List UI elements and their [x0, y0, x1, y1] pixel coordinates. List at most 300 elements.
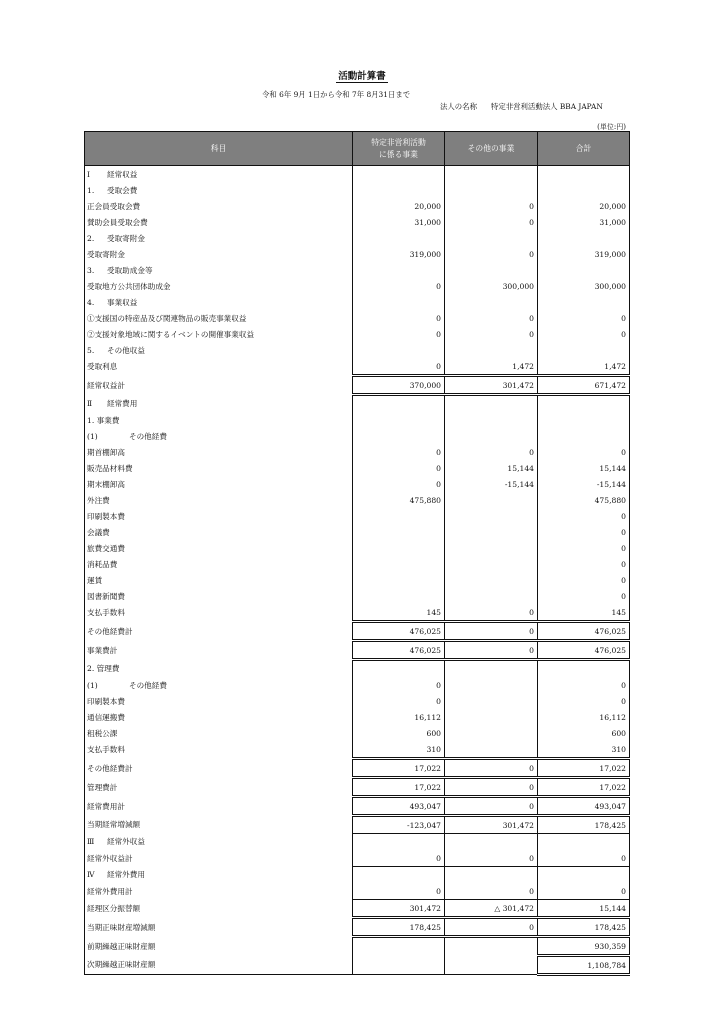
value-total [538, 342, 630, 358]
row-label [85, 460, 353, 476]
value-total: 0 [538, 677, 630, 693]
row-label [85, 725, 353, 741]
value-total [538, 166, 630, 183]
row-label [85, 310, 353, 326]
value-total: 300,000 [538, 278, 630, 294]
value-total: 671,472 [538, 376, 630, 395]
row-label-text: 消耗品費 [87, 559, 118, 569]
value-other: 300,000 [445, 278, 538, 294]
table-row [85, 524, 630, 540]
value-other: 0 [445, 883, 538, 900]
table-row [85, 460, 630, 476]
table-row [85, 641, 630, 660]
row-label [85, 246, 353, 262]
document-title: 活動計算書 [338, 71, 386, 82]
row-label [85, 709, 353, 725]
row-label-text: 次期繰越正味財産額 [87, 960, 156, 970]
value-nonprofit: 20,000 [353, 198, 445, 214]
value-other [445, 725, 538, 741]
table-row [85, 278, 630, 294]
value-total: 0 [538, 524, 630, 540]
row-label [85, 759, 353, 778]
value-total: 16,112 [538, 709, 630, 725]
value-other: 301,472 [445, 376, 538, 395]
value-other: △ 301,472 [445, 900, 538, 918]
value-nonprofit: 31,000 [353, 214, 445, 230]
value-other: 0 [445, 641, 538, 660]
row-label-text: 受取寄附金 [87, 249, 125, 259]
row-number: Ⅳ [87, 870, 95, 880]
value-other: 0 [445, 214, 538, 230]
row-number: 5. [87, 345, 95, 355]
value-other [445, 182, 538, 198]
value-other: 0 [445, 850, 538, 867]
value-nonprofit: 301,472 [353, 900, 445, 918]
value-nonprofit [353, 342, 445, 358]
table-row [85, 778, 630, 797]
value-other [445, 508, 538, 524]
value-total: 178,425 [538, 816, 630, 834]
row-label [85, 604, 353, 622]
corp-name: 特定非営利活動法人 BBA JAPAN [490, 102, 603, 111]
row-label [85, 326, 353, 342]
row-label-text: 受取助成金等 [107, 265, 153, 275]
value-total: 0 [538, 326, 630, 342]
table-row [85, 166, 630, 183]
value-other: 0 [445, 604, 538, 622]
value-nonprofit: 0 [353, 460, 445, 476]
table-row [85, 492, 630, 508]
table-row [85, 759, 630, 778]
table-row [85, 540, 630, 556]
table-row [85, 198, 630, 214]
table-row [85, 246, 630, 262]
row-label-text: 受取寄附金 [107, 233, 145, 243]
row-label [85, 508, 353, 524]
value-total [538, 395, 630, 413]
value-total: 475,880 [538, 492, 630, 508]
value-nonprofit [353, 540, 445, 556]
value-other: 15,144 [445, 460, 538, 476]
header-nonprofit-activity: 特定非営利活動 に係る事業 [353, 132, 445, 166]
value-total: 476,025 [538, 622, 630, 641]
row-label-text: その他経費 [129, 680, 167, 690]
value-other [445, 342, 538, 358]
value-other [445, 395, 538, 413]
unit-note: (単位:円) [597, 123, 626, 131]
table-row [85, 867, 630, 884]
row-label [85, 816, 353, 834]
row-label-text: 印刷製本費 [87, 696, 125, 706]
value-nonprofit: 16,112 [353, 709, 445, 725]
value-total: 0 [538, 444, 630, 460]
row-label [85, 198, 353, 214]
table-row [85, 850, 630, 867]
value-nonprofit [353, 395, 445, 413]
value-total: 0 [538, 850, 630, 867]
value-nonprofit: 600 [353, 725, 445, 741]
value-other [445, 230, 538, 246]
row-label [85, 262, 353, 278]
value-total: 319,000 [538, 246, 630, 262]
row-label-text: その他収益 [107, 345, 145, 355]
table-row [85, 604, 630, 622]
value-other [445, 262, 538, 278]
table-row [85, 660, 630, 678]
row-label [85, 428, 353, 444]
row-label [85, 900, 353, 918]
row-number: 3. [87, 265, 95, 275]
table-row [85, 444, 630, 460]
row-number: Ⅲ [87, 837, 95, 847]
row-label-text: 経常収益計 [87, 380, 125, 390]
value-total: 15,144 [538, 460, 630, 476]
row-label [85, 294, 353, 310]
row-label-text: 経常外収益計 [87, 853, 133, 863]
value-total [538, 428, 630, 444]
row-label-text: 当期正味財産増減額 [87, 922, 156, 932]
row-label-text: 2. 管理費 [87, 663, 120, 673]
row-label-text: 受取会費 [107, 185, 138, 195]
value-other: 0 [445, 918, 538, 937]
row-label-text: その他経費計 [87, 763, 133, 773]
row-label [85, 358, 353, 376]
value-total: 0 [538, 883, 630, 900]
table-row [85, 342, 630, 358]
value-nonprofit: 0 [353, 326, 445, 342]
table-row [85, 588, 630, 604]
table-row [85, 214, 630, 230]
row-label-text: ①支援国の特産品及び関連物品の販売事業収益 [87, 313, 247, 323]
row-label [85, 797, 353, 816]
fiscal-period: 令和 6年 9月 1日から令和 7年 8月31日まで [262, 90, 411, 99]
table-row [85, 508, 630, 524]
value-nonprofit [353, 660, 445, 678]
row-number: (1) [87, 680, 98, 690]
row-label [85, 937, 353, 956]
value-nonprofit [353, 294, 445, 310]
row-label-text: 期末棚卸高 [87, 479, 125, 489]
value-total: 20,000 [538, 198, 630, 214]
value-nonprofit [353, 556, 445, 572]
row-label [85, 540, 353, 556]
row-label [85, 524, 353, 540]
table-row [85, 883, 630, 900]
value-other: 1,472 [445, 358, 538, 376]
value-total: 600 [538, 725, 630, 741]
value-other: 0 [445, 246, 538, 262]
value-total: 0 [538, 556, 630, 572]
header-total: 合計 [538, 132, 630, 166]
value-total: 0 [538, 588, 630, 604]
row-label [85, 693, 353, 709]
value-total: 17,022 [538, 759, 630, 778]
value-nonprofit [353, 508, 445, 524]
row-label [85, 741, 353, 759]
row-label-text: 経常外費用 [107, 870, 145, 880]
row-label-text: 会議費 [87, 527, 110, 537]
value-other: 0 [445, 198, 538, 214]
value-other: 0 [445, 759, 538, 778]
row-label-text: 外注費 [87, 495, 110, 505]
table-row [85, 262, 630, 278]
table-row [85, 230, 630, 246]
value-nonprofit: -123,047 [353, 816, 445, 834]
value-nonprofit [353, 230, 445, 246]
row-label [85, 867, 353, 884]
value-nonprofit [353, 412, 445, 428]
row-label-text: 販売品材料費 [87, 463, 133, 473]
value-total: 15,144 [538, 900, 630, 918]
table-row [85, 395, 630, 413]
table-row [85, 709, 630, 725]
table-row [85, 326, 630, 342]
row-label-text: 前期繰越正味財産額 [87, 941, 156, 951]
row-label-text: 経常費用計 [87, 801, 125, 811]
table-row [85, 476, 630, 492]
row-label-text: 経常収益 [107, 169, 138, 179]
value-other [445, 867, 538, 884]
value-total [538, 412, 630, 428]
row-label-text: 管理費計 [87, 782, 118, 792]
value-nonprofit [353, 428, 445, 444]
row-label-text: 租税公課 [87, 728, 118, 738]
value-nonprofit: 0 [353, 693, 445, 709]
value-nonprofit: 0 [353, 677, 445, 693]
row-label-text: 賛助会員受取会費 [87, 217, 148, 227]
value-other: 0 [445, 797, 538, 816]
value-other [445, 428, 538, 444]
row-label [85, 850, 353, 867]
table-row [85, 816, 630, 834]
row-label [85, 166, 353, 183]
table-row [85, 412, 630, 428]
value-other [445, 956, 538, 975]
value-total [538, 834, 630, 851]
table-row [85, 310, 630, 326]
row-label-text: その他経費計 [87, 626, 133, 636]
row-label-text: 事業収益 [107, 297, 138, 307]
corporation-line [440, 101, 603, 112]
header-other-business: その他の事業 [445, 132, 538, 166]
value-other [445, 412, 538, 428]
value-other [445, 677, 538, 693]
value-total [538, 294, 630, 310]
value-total: 930,359 [538, 937, 630, 956]
table-row [85, 294, 630, 310]
table-row [85, 677, 630, 693]
value-nonprofit: 0 [353, 476, 445, 492]
activity-statement-table [84, 131, 630, 976]
row-label-text: 通信運搬費 [87, 712, 125, 722]
row-label-text: 運賃 [87, 575, 103, 585]
value-nonprofit [353, 937, 445, 956]
row-label-text: 正会員受取会費 [87, 201, 141, 211]
row-label-text: 印刷製本費 [87, 511, 125, 521]
row-label [85, 376, 353, 395]
row-label [85, 588, 353, 604]
row-label [85, 444, 353, 460]
value-other: 0 [445, 778, 538, 797]
row-label-text: 経常外収益 [107, 837, 145, 847]
value-other [445, 693, 538, 709]
row-label-text: 図書新聞費 [87, 591, 125, 601]
table-row [85, 428, 630, 444]
value-total: 0 [538, 693, 630, 709]
row-label [85, 556, 353, 572]
row-label [85, 778, 353, 797]
value-other [445, 572, 538, 588]
row-label-text: 期首棚卸高 [87, 447, 125, 457]
value-nonprofit: 0 [353, 444, 445, 460]
value-total: 0 [538, 310, 630, 326]
row-label [85, 278, 353, 294]
row-label-text: 受取利息 [87, 362, 118, 372]
corp-label: 法人の名称 [440, 102, 477, 111]
row-label-text: 支払手数料 [87, 608, 125, 618]
value-other [445, 588, 538, 604]
value-total: 0 [538, 508, 630, 524]
value-nonprofit: 370,000 [353, 376, 445, 395]
table-row [85, 741, 630, 759]
table-row [85, 358, 630, 376]
value-total: 17,022 [538, 778, 630, 797]
row-label [85, 641, 353, 660]
value-other [445, 294, 538, 310]
value-total: -15,144 [538, 476, 630, 492]
row-label [85, 230, 353, 246]
value-total: 476,025 [538, 641, 630, 660]
value-other [445, 492, 538, 508]
value-total [538, 182, 630, 198]
value-nonprofit [353, 572, 445, 588]
row-label [85, 412, 353, 428]
value-total: 0 [538, 572, 630, 588]
value-total: 310 [538, 741, 630, 759]
value-other: 301,472 [445, 816, 538, 834]
value-total [538, 867, 630, 884]
value-total [538, 660, 630, 678]
value-other [445, 556, 538, 572]
table-header-row [85, 132, 630, 166]
value-total: 178,425 [538, 918, 630, 937]
row-label-text: 事業費計 [87, 645, 118, 655]
value-nonprofit: 476,025 [353, 641, 445, 660]
row-label-text: その他経費 [129, 431, 167, 441]
header-item: 科目 [85, 132, 353, 166]
table-row [85, 572, 630, 588]
value-nonprofit: 493,047 [353, 797, 445, 816]
value-nonprofit: 145 [353, 604, 445, 622]
value-nonprofit: 17,022 [353, 778, 445, 797]
row-label [85, 834, 353, 851]
row-number: Ⅰ [87, 169, 90, 179]
value-total: 1,108,784 [538, 956, 630, 975]
value-nonprofit [353, 524, 445, 540]
row-label-text: 経常外費用計 [87, 886, 133, 896]
row-label [85, 182, 353, 198]
value-nonprofit: 475,880 [353, 492, 445, 508]
row-label [85, 572, 353, 588]
value-other: 0 [445, 310, 538, 326]
value-other [445, 660, 538, 678]
value-other: 0 [445, 622, 538, 641]
value-other [445, 741, 538, 759]
value-total: 31,000 [538, 214, 630, 230]
row-label-text: 受取地方公共団体助成金 [87, 281, 171, 291]
row-label [85, 956, 353, 975]
row-number: 2. [87, 233, 95, 243]
table-row [85, 556, 630, 572]
value-other [445, 540, 538, 556]
table-row [85, 797, 630, 816]
value-nonprofit: 476,025 [353, 622, 445, 641]
row-number: Ⅱ [87, 398, 93, 408]
value-nonprofit [353, 262, 445, 278]
row-label-text: 当期経常増減額 [87, 820, 141, 829]
row-label [85, 214, 353, 230]
table-row [85, 725, 630, 741]
row-label [85, 622, 353, 641]
row-label [85, 492, 353, 508]
table-row [85, 918, 630, 937]
value-other [445, 166, 538, 183]
value-other [445, 709, 538, 725]
value-nonprofit: 0 [353, 358, 445, 376]
value-other [445, 524, 538, 540]
table-row [85, 834, 630, 851]
row-label [85, 476, 353, 492]
table-row [85, 376, 630, 395]
value-nonprofit: 0 [353, 883, 445, 900]
value-nonprofit: 178,425 [353, 918, 445, 937]
value-total: 1,472 [538, 358, 630, 376]
value-total: 145 [538, 604, 630, 622]
value-nonprofit [353, 588, 445, 604]
table-row [85, 900, 630, 918]
table-row [85, 693, 630, 709]
row-label-text: 1. 事業費 [87, 415, 120, 425]
table-row [85, 622, 630, 641]
value-nonprofit [353, 834, 445, 851]
row-number: 4. [87, 297, 95, 307]
value-nonprofit [353, 867, 445, 884]
value-total [538, 230, 630, 246]
value-nonprofit [353, 182, 445, 198]
row-label-text: 経常費用 [107, 398, 138, 408]
value-other [445, 834, 538, 851]
row-label-text: 旅費交通費 [87, 543, 125, 553]
row-label [85, 677, 353, 693]
value-total [538, 262, 630, 278]
value-total: 493,047 [538, 797, 630, 816]
row-label [85, 918, 353, 937]
value-nonprofit: 0 [353, 278, 445, 294]
value-nonprofit: 310 [353, 741, 445, 759]
value-nonprofit [353, 166, 445, 183]
value-other: -15,144 [445, 476, 538, 492]
value-nonprofit: 0 [353, 310, 445, 326]
table-row [85, 182, 630, 198]
row-number: 1. [87, 185, 95, 195]
value-other: 0 [445, 326, 538, 342]
table-row [85, 937, 630, 956]
row-number: (1) [87, 431, 98, 441]
row-label-text: 支払手数料 [87, 745, 125, 755]
value-nonprofit: 0 [353, 850, 445, 867]
table-row [85, 956, 630, 975]
row-label [85, 660, 353, 678]
